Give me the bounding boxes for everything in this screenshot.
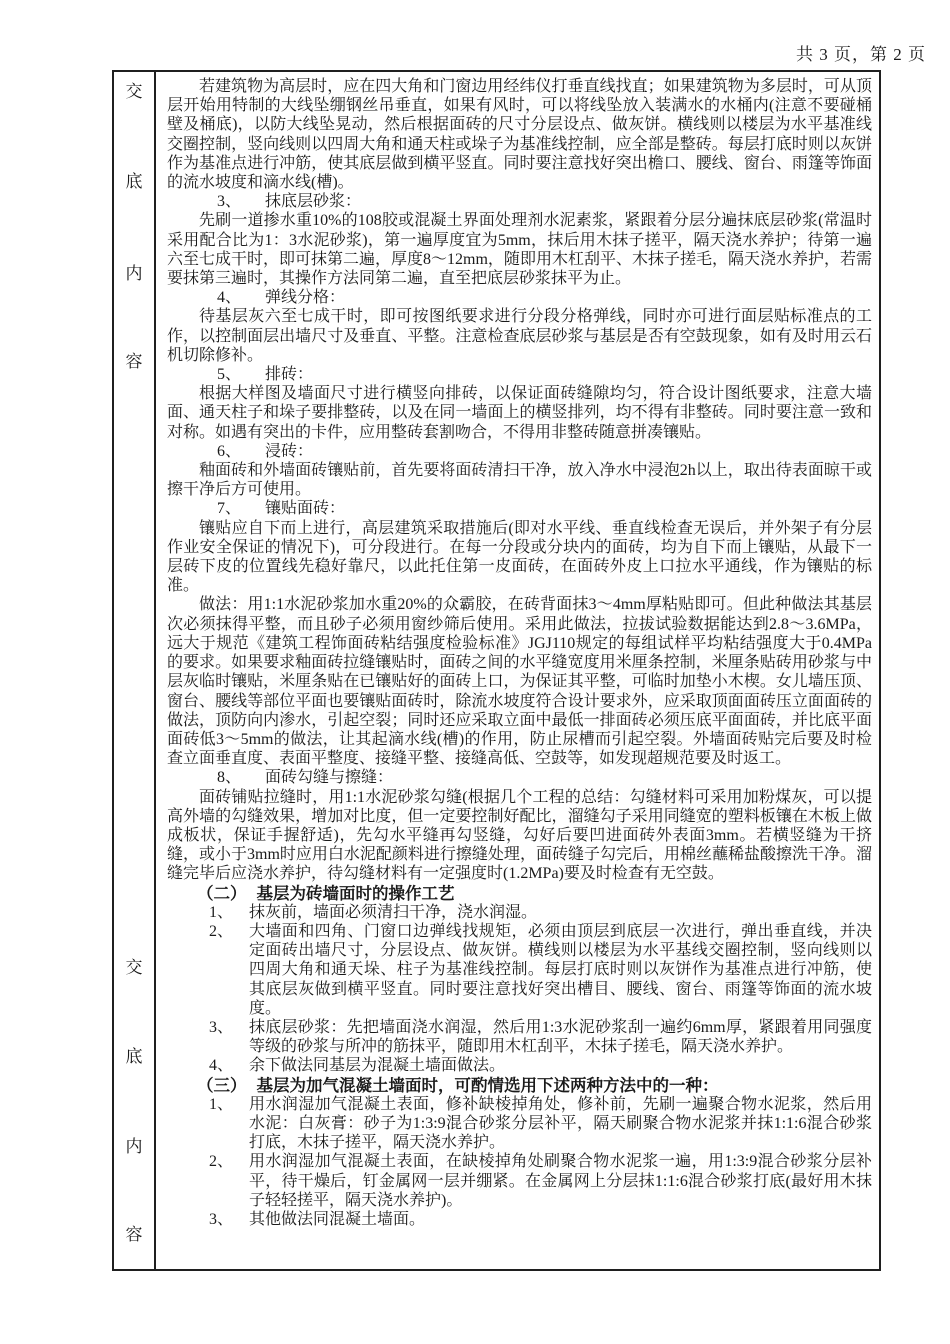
indent-para: 釉面砖和外墙面砖镶贴前，首先要将面砖清扫干净，放入净水中浸泡2h以上，取出待表面晾干或擦干净后方可使用。 bbox=[167, 462, 872, 499]
num-heading bbox=[167, 442, 872, 461]
item-number: 8、 bbox=[217, 769, 242, 787]
indent-para: 根据大样图及墙面尺寸进行横竖向排砖，以保证面砖缝隙均匀，符合设计图纸要求，注意大墙面、通天柱子和垛子要排整砖，以及在同一墙面上的横竖排列，均不得有非整砖。同时要注意一致和对称。如遇有突出的卡件，应用整砖套割吻合，不得用非整砖随意拼凑镶贴。 bbox=[167, 385, 872, 441]
num-heading bbox=[167, 192, 872, 211]
list-item bbox=[209, 903, 872, 922]
disclosure-table bbox=[112, 70, 881, 1271]
content-area bbox=[156, 72, 879, 1269]
page-number-header: 共 3 页，第 2 页 bbox=[796, 45, 926, 64]
item-number: 4、 bbox=[217, 289, 242, 307]
item-number: 3、 bbox=[209, 1210, 234, 1228]
row-label-char: 容 bbox=[125, 352, 143, 371]
item-text: 用水润湿加气混凝土表面，在缺棱掉角处刷聚合物水泥浆一遍，用1:3:9混合砂浆分层补平，待干燥后，钉金属网一层并绷紧。在金属网上分层抹1:1:6混合砂浆打底(最好用木抹子轻轻搓平，隔天浇水养护)。 bbox=[249, 1153, 872, 1209]
num-heading bbox=[167, 768, 872, 787]
list-item bbox=[209, 1152, 872, 1210]
list-item bbox=[209, 922, 872, 1018]
num-heading bbox=[167, 499, 872, 518]
row-label-char: 交 bbox=[125, 958, 143, 977]
item-number: 7、 bbox=[217, 500, 242, 518]
item-text: 用水润湿加气混凝土表面，修补缺棱掉角处，修补前，先刷一遍聚合物水泥浆，然后用水泥：白灰膏：砂子为1:3:9混合砂浆分层补平，隔天刷聚合物水泥浆并抹1:1:6混合砂浆打底，木抹子搓平，隔天浇水养护。 bbox=[249, 1095, 872, 1152]
indent-para: 待基层灰六至七成干时，即可按图纸要求进行分段分格弹线，同时亦可进行面层贴标准点的工作，以控制面层出墙尺寸及垂直、平整。注意检查底层砂浆与基层是否有空鼓现象，如有及时用云石机切除修补。 bbox=[167, 308, 872, 364]
item-number: 2、 bbox=[209, 1153, 234, 1171]
item-number: 6、 bbox=[217, 442, 242, 460]
item-number: （三） bbox=[197, 1075, 247, 1095]
item-text: 抹灰前，墙面必须清扫干净，浇水润湿。 bbox=[249, 903, 538, 921]
row-label-char: 交 bbox=[125, 82, 143, 101]
item-text: 抹底层砂浆：先把墙面浇水润湿，然后用1:3水泥砂浆刮一遍约6mm厚，紧跟着用同强度等级的砂浆与所冲的筋抹平，随即用木杠刮平，木抹子搓毛，隔天浇水养护。 bbox=[249, 1018, 872, 1056]
bold-heading bbox=[167, 884, 872, 903]
indent-para: 镶贴应自下而上进行，高层建筑采取措施后(即对水平线、垂直线检查无误后，并外架子有分层作业安全保证的情况下)，可分段进行。在每一分段或分块内的面砖，均为自下而上镶贴，从最下一层砖下皮的位置线先稳好靠尺，以此托住第一皮面砖，在面砖外皮上口拉水平通线，作为镶贴的标准。 bbox=[167, 519, 872, 595]
item-text: 其他做法同混凝土墙面。 bbox=[249, 1210, 426, 1228]
item-number: 2、 bbox=[209, 922, 234, 940]
row-label-char: 容 bbox=[125, 1225, 143, 1244]
row-label-char: 底 bbox=[125, 172, 143, 191]
item-number: 1、 bbox=[209, 903, 234, 921]
item-text: 抹底层砂浆： bbox=[265, 193, 362, 211]
row-label-char: 底 bbox=[125, 1047, 143, 1066]
item-text: 基层为砖墙面时的操作工艺 bbox=[256, 883, 455, 903]
indent-para: 做法：用1:1水泥砂浆加水重20%的众霸胶，在砖背面抹3～4mm厚粘贴即可。但此种做法其基层次必须抹得平整，而且砂子必须用窗纱筛后使用。采用此做法，拉拔试验数据能达到2.8～3.6MPa，远大于规范《建筑工程饰面砖粘结强度检验标准》JGJ110规定的每组试样平均粘结强度大于0.4MPa的要求。如果要求釉面砖拉缝镶贴时，面砖之间的水平缝宽度用米厘条控制，米厘条贴砖用砂浆与中层灰临时镶贴，米厘条贴在已镶贴好的面砖上口，为保证其平整，可临时加垫小木楔。女儿墙压顶、窗台、腰线等部位平面也要镶贴面砖时，除流水坡度符合设计要求外，应采取顶面面砖压立面面砖的做法，顶防向内渗水，引起空裂；同时还应采取立面中最低一排面砖必须压底平面面砖，并比底平面面砖低3～5mm的做法，让其起滴水线(槽)的作用，防止尿槽而引起空裂。外墙面砖贴完后要及时检查立面垂直度、表面平整度、接缝平整、接缝高低、空鼓等，如发现超规范要及时返工。 bbox=[167, 596, 872, 768]
item-number: 1、 bbox=[209, 1095, 234, 1113]
item-text: 余下做法同基层为混凝土墙面做法。 bbox=[249, 1057, 506, 1075]
num-heading bbox=[167, 288, 872, 307]
row-label-char: 内 bbox=[125, 1137, 143, 1156]
list-item bbox=[209, 1095, 872, 1153]
list-item bbox=[209, 1018, 872, 1056]
row-label-char: 内 bbox=[125, 264, 143, 283]
row-label-column bbox=[114, 72, 156, 1269]
item-text: 弹线分格： bbox=[265, 289, 346, 307]
indent-para: 面砖铺贴拉缝时，用1:1水泥砂浆勾缝(根据几个工程的总结：勾缝材料可采用加粉煤灰，可以提高外墙的勾缝效果，增加对比度，但一定要控制好配比，溜缝勾子采用同缝宽的塑料板镶在木板上做成板状，保证手握舒适)，先勾水平缝再勾竖缝，勾好后要凹进面砖外表面3mm。若横竖缝为干挤缝，或小于3mm时应用白水泥配颜料进行擦缝处理，面砖缝子勾完后，用棉丝蘸稀盐酸擦洗干净。溜缝完毕后应浇水养护，待勾缝材料有一定强度时(1.2MPa)要及时检查有无空鼓。 bbox=[167, 788, 872, 883]
item-number: 3、 bbox=[209, 1018, 234, 1036]
item-number: 5、 bbox=[217, 366, 242, 384]
item-number: （二） bbox=[197, 883, 247, 903]
num-heading bbox=[167, 365, 872, 384]
indent-para: 先刷一道掺水重10%的108胶或混凝土界面处理剂水泥素浆，紧跟着分层分遍抹底层砂浆(常温时采用配合比为1：3水泥砂浆)，第一遍厚度宜为5mm，抹后用木抹子搓平，隔天浇水养护；待第一遍六至七成干时，即可抹第二遍，厚度8～12mm，随即用木杠刮平、木抹子搓毛，隔天浇水养护，若需要抹第三遍时，其操作方法同第二遍，直至把底层砂浆抹平为止。 bbox=[167, 212, 872, 288]
item-number: 3、 bbox=[217, 193, 242, 211]
item-text: 排砖： bbox=[265, 366, 314, 384]
item-text: 镶贴面砖： bbox=[265, 500, 346, 518]
item-number: 4、 bbox=[209, 1057, 234, 1075]
item-text: 浸砖： bbox=[265, 442, 314, 460]
indent-para: 若建筑物为高层时，应在四大角和门窗边用经纬仪打垂直线找直；如果建筑物为多层时，可从顶层开始用特制的大线坠绷钢丝吊垂直，如果有风时，可以将线坠放入装满水的水桶内(注意不要碰桶壁及桶底)，以防大线坠晃动，然后根据面砖的尺寸分层设点、做灰饼。横线则以楼层为水平基准线交圈控制，竖向线则以四周大角和通天柱或垛子为基准线控制，应全部是整砖。每层打底时则以灰饼作为基准点进行冲筋，使其底层做到横平竖直。同时要注意找好突出檐口、腰线、窗台、雨篷等饰面的流水坡度和滴水线(槽)。 bbox=[167, 78, 872, 192]
list-item bbox=[209, 1056, 872, 1075]
item-text: 面砖勾缝与擦缝： bbox=[265, 769, 394, 787]
item-text: 基层为加气混凝土墙面时，可酌情选用下述两种方法中的一种： bbox=[256, 1075, 719, 1095]
list-item bbox=[209, 1210, 872, 1229]
item-text: 大墙面和四角、门窗口边弹线找规矩，必须由顶层到底层一次进行，弹出垂直线，并决定面砖出墙尺寸，分层设点、做灰饼。横线则以楼层为水平基线交圈控制，竖向线则以四周大角和通天垛、柱子为基准线控制。每层打底时则以灰饼作为基准点进行冲筋，使其底层灰做到横平竖直。同时要注意找好突出槽目、腰线、窗台、雨篷等饰面的流水坡度。 bbox=[249, 922, 872, 1017]
bold-heading bbox=[167, 1076, 872, 1095]
